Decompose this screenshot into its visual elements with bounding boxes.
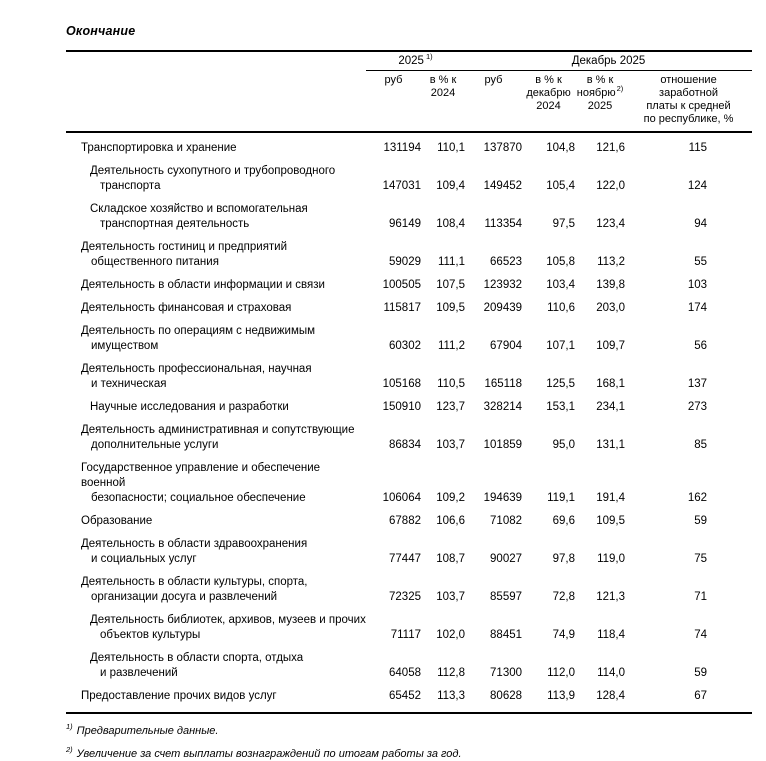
cell-value: 124 bbox=[687, 180, 708, 192]
cell-value: 97,8 bbox=[552, 553, 576, 565]
table-row bbox=[66, 392, 752, 415]
cell-value: 123,7 bbox=[436, 401, 466, 413]
table-row bbox=[66, 506, 752, 529]
cell-value: 67 bbox=[694, 690, 708, 702]
cell-value: 71117 bbox=[390, 629, 421, 641]
cell-value: 67882 bbox=[389, 515, 421, 527]
row-label: Деятельность финансовая и страховая bbox=[81, 302, 292, 314]
group-header-2025 bbox=[366, 51, 465, 71]
table-row bbox=[66, 293, 752, 316]
group-header-row bbox=[66, 51, 752, 71]
row-label: Научные исследования и разработки bbox=[90, 401, 289, 413]
cell-value: 174 bbox=[687, 302, 708, 314]
cell-value: 85597 bbox=[490, 591, 523, 603]
cell-value: 112,8 bbox=[437, 667, 466, 679]
table-row bbox=[66, 605, 752, 643]
cell-value: 131194 bbox=[383, 142, 421, 154]
cell-value: 113,3 bbox=[437, 690, 466, 702]
table-row bbox=[66, 156, 752, 194]
table-row bbox=[66, 643, 752, 681]
col-header-3: руб bbox=[465, 71, 522, 133]
cell-value: 72325 bbox=[389, 591, 421, 603]
cell-value: 122,0 bbox=[596, 180, 626, 192]
row-label: Деятельность профессиональная, научная и техническая bbox=[81, 363, 312, 390]
row-label: Образование bbox=[81, 515, 153, 527]
cell-value: 137870 bbox=[483, 142, 523, 154]
cell-value: 109,5 bbox=[596, 515, 626, 527]
footnote-2-text: Увеличение за счет выплаты вознаграждений по итогам работы за год. bbox=[76, 748, 462, 760]
cell-value: 107,1 bbox=[546, 340, 576, 352]
row-label: Государственное управление и обеспечение военной безопасности; социальное обеспечение bbox=[81, 462, 321, 504]
row-label: Деятельность в области здравоохранения и социальных услуг bbox=[81, 538, 308, 565]
group-header-december-2025 bbox=[465, 51, 752, 71]
footnote-2-marker: 2) bbox=[66, 745, 73, 755]
cell-value: 194639 bbox=[483, 492, 523, 504]
cell-value: 162 bbox=[687, 492, 708, 504]
cell-value: 77447 bbox=[389, 553, 421, 565]
cell-value: 59 bbox=[694, 667, 708, 679]
cell-value: 150910 bbox=[382, 401, 421, 413]
table-header bbox=[66, 51, 752, 132]
footnote-1 bbox=[66, 724, 752, 738]
group-header-2025-label: 2025 bbox=[398, 55, 424, 67]
cell-value: 103 bbox=[687, 279, 708, 291]
cell-value: 234,1 bbox=[596, 401, 626, 413]
col-header-5: в % к ноябрю$^{2)}$ 2025 bbox=[575, 71, 625, 133]
cell-value: 95,0 bbox=[552, 439, 576, 451]
table-row bbox=[66, 681, 752, 713]
cell-value: 121,3 bbox=[596, 591, 626, 603]
cell-value: 114,0 bbox=[597, 667, 626, 679]
col-header-1: руб bbox=[366, 71, 421, 133]
table-row bbox=[66, 270, 752, 293]
row-label: Деятельность административная и сопутствующие дополнительные услуги bbox=[81, 424, 355, 451]
cell-value: 153,1 bbox=[546, 401, 576, 413]
footnote-2 bbox=[66, 747, 752, 761]
cell-value: 75 bbox=[694, 553, 708, 565]
table-row bbox=[66, 529, 752, 567]
footnote-1-text: Предварительные данные. bbox=[76, 725, 219, 737]
cell-value: 125,5 bbox=[546, 378, 576, 390]
cell-value: 165118 bbox=[484, 378, 523, 390]
cell-value: 115817 bbox=[383, 302, 421, 314]
subheader-row bbox=[66, 71, 752, 133]
cell-value: 109,4 bbox=[436, 180, 466, 192]
table-row bbox=[66, 316, 752, 354]
cell-value: 107,5 bbox=[436, 279, 466, 291]
cell-value: 273 bbox=[687, 401, 708, 413]
cell-value: 106,6 bbox=[436, 515, 466, 527]
cell-value: 85 bbox=[694, 439, 708, 451]
cell-value: 74 bbox=[694, 629, 708, 641]
cell-value: 119,1 bbox=[547, 492, 576, 504]
table-row bbox=[66, 232, 752, 270]
cell-value: 55 bbox=[694, 256, 708, 268]
row-label: Деятельность в области спорта, отдыха и развлечений bbox=[90, 652, 304, 679]
wages-table bbox=[66, 50, 752, 714]
cell-value: 71082 bbox=[490, 515, 523, 527]
cell-value: 66523 bbox=[490, 256, 523, 268]
table-row bbox=[66, 132, 752, 156]
row-label: Транспортировка и хранение bbox=[81, 142, 237, 154]
label-column-spacer bbox=[66, 51, 366, 71]
cell-value: 100505 bbox=[382, 279, 421, 291]
cell-value: 115 bbox=[688, 142, 708, 154]
row-label: Складское хозяйство и вспомогательная транспортная деятельность bbox=[90, 203, 308, 230]
cell-value: 109,7 bbox=[596, 340, 626, 352]
cell-value: 113,9 bbox=[547, 690, 576, 702]
footnotes bbox=[66, 724, 752, 761]
cell-value: 111,2 bbox=[437, 340, 466, 352]
row-label: Деятельность гостиниц и предприятий общественного питания bbox=[81, 241, 288, 268]
row-label: Деятельность в области культуры, спорта, организации досуга и развлечений bbox=[81, 576, 308, 603]
row-label: Деятельность по операциям с недвижимым имуществом bbox=[81, 325, 316, 352]
cell-value: 64058 bbox=[389, 667, 421, 679]
group-header-december-label: Декабрь 2025 bbox=[571, 55, 646, 67]
table-row bbox=[66, 194, 752, 232]
cell-value: 128,4 bbox=[596, 690, 626, 702]
cell-value: 111,1 bbox=[437, 256, 466, 268]
table-row bbox=[66, 453, 752, 506]
cell-value: 96149 bbox=[389, 218, 421, 230]
cell-value: 109,2 bbox=[436, 492, 466, 504]
cell-value: 94 bbox=[694, 218, 708, 230]
cell-value: 137 bbox=[687, 378, 708, 390]
cell-value: 101859 bbox=[483, 439, 523, 451]
cell-value: 106064 bbox=[382, 492, 421, 504]
cell-value: 121,6 bbox=[596, 142, 626, 154]
cell-value: 103,7 bbox=[436, 439, 466, 451]
cell-value: 113,2 bbox=[597, 256, 626, 268]
table-row bbox=[66, 415, 752, 453]
table-body bbox=[66, 132, 752, 713]
cell-value: 108,4 bbox=[436, 218, 466, 230]
cell-value: 72,8 bbox=[552, 591, 576, 603]
row-label: Предоставление прочих видов услуг bbox=[81, 690, 277, 702]
cell-value: 59029 bbox=[389, 256, 421, 268]
cell-value: 110,1 bbox=[437, 142, 466, 154]
cell-value: 108,7 bbox=[436, 553, 466, 565]
row-label: Деятельность библиотек, архивов, музеев и прочих объектов культуры bbox=[90, 614, 366, 641]
cell-value: 123932 bbox=[483, 279, 523, 291]
cell-value: 90027 bbox=[490, 553, 523, 565]
cell-value: 191,4 bbox=[596, 492, 626, 504]
col-header-4: в % к декабрю 2024 bbox=[522, 71, 575, 133]
cell-value: 203,0 bbox=[596, 302, 626, 314]
cell-value: 60302 bbox=[389, 340, 421, 352]
cell-value: 103,4 bbox=[546, 279, 576, 291]
cell-value: 104,8 bbox=[546, 142, 576, 154]
cell-value: 149452 bbox=[483, 180, 523, 192]
footnote-marker-2: 2) bbox=[616, 84, 624, 94]
label-column-spacer bbox=[66, 71, 366, 133]
cell-value: 74,9 bbox=[552, 629, 576, 641]
cell-value: 71 bbox=[694, 591, 708, 603]
cell-value: 105,4 bbox=[546, 180, 576, 192]
cell-value: 139,8 bbox=[596, 279, 626, 291]
cell-value: 80628 bbox=[490, 690, 523, 702]
cell-value: 118,4 bbox=[597, 629, 626, 641]
cell-value: 110,5 bbox=[437, 378, 466, 390]
table-row bbox=[66, 567, 752, 605]
col-header-6: отношение заработной платы к средней по республике, % bbox=[625, 71, 752, 133]
cell-value: 123,4 bbox=[596, 218, 626, 230]
cell-value: 103,7 bbox=[436, 591, 466, 603]
cell-value: 209439 bbox=[483, 302, 523, 314]
cell-value: 328214 bbox=[483, 401, 523, 413]
cell-value: 119,0 bbox=[597, 553, 626, 565]
cell-value: 102,0 bbox=[436, 629, 466, 641]
cell-value: 112,0 bbox=[547, 667, 576, 679]
cell-value: 147031 bbox=[382, 180, 421, 192]
col-header-2: в % к 2024 bbox=[421, 71, 465, 133]
cell-value: 105,8 bbox=[546, 256, 576, 268]
cell-value: 56 bbox=[694, 340, 708, 352]
footnote-1-marker: 1) bbox=[66, 722, 73, 732]
cell-value: 59 bbox=[694, 515, 708, 527]
cell-value: 67904 bbox=[490, 340, 523, 352]
footnote-marker-1: 1) bbox=[425, 52, 433, 62]
cell-value: 86834 bbox=[389, 439, 421, 451]
table-row bbox=[66, 354, 752, 392]
cell-value: 109,5 bbox=[436, 302, 466, 314]
cell-value: 71300 bbox=[490, 667, 523, 679]
cell-value: 97,5 bbox=[552, 218, 576, 230]
page-title: Окончание bbox=[66, 24, 136, 38]
cell-value: 113354 bbox=[484, 218, 523, 230]
cell-value: 69,6 bbox=[552, 515, 576, 527]
cell-value: 88451 bbox=[490, 629, 523, 641]
cell-value: 105168 bbox=[382, 378, 421, 390]
cell-value: 131,1 bbox=[596, 439, 626, 451]
cell-value: 110,6 bbox=[547, 302, 576, 314]
cell-value: 168,1 bbox=[596, 378, 626, 390]
cell-value: 65452 bbox=[389, 690, 421, 702]
row-label: Деятельность сухопутного и трубопроводного транспорта bbox=[90, 165, 336, 192]
row-label: Деятельность в области информации и связи bbox=[81, 279, 325, 291]
